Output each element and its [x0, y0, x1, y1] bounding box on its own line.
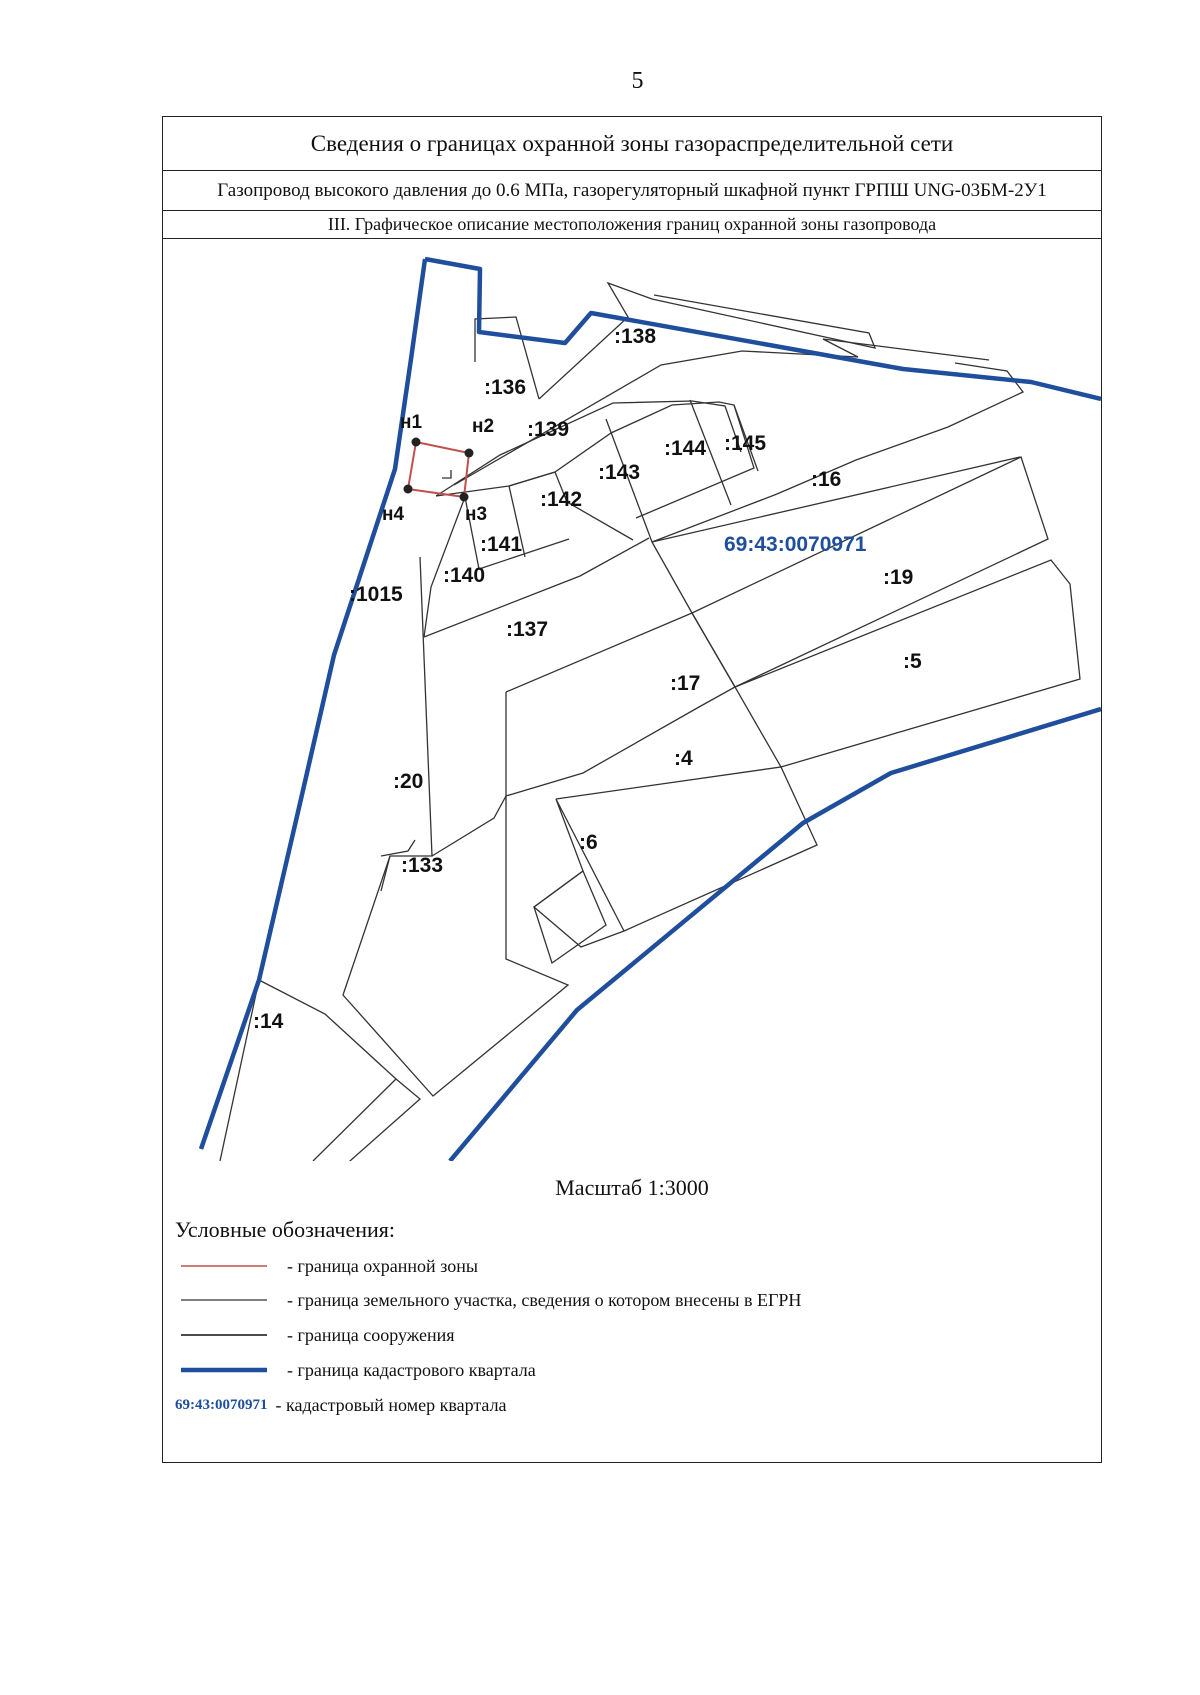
point-n1-label: н1 [400, 412, 423, 433]
legend-text-parcel: - граница земельного участка, сведения о котором внесены в ЕГРН [287, 1289, 802, 1310]
cadastral-map [163, 239, 1101, 1161]
point-n3-marker [460, 493, 469, 502]
parcel-label-142: :142 [540, 488, 583, 511]
parcel-label-6: :6 [579, 831, 598, 854]
quarter-boundary-north [425, 259, 1101, 399]
quarter-boundary-south [450, 709, 1101, 1161]
quarter-boundary-west [201, 259, 425, 1149]
parcel-label-143: :143 [598, 461, 641, 484]
parcel-label-140: :140 [443, 564, 486, 587]
quarter-number-label: 69:43:0070971 [724, 533, 867, 556]
parcel-label-16: :16 [811, 468, 842, 491]
legend-text-quarter: - граница кадастрового квартала [287, 1359, 536, 1380]
parcel-16-outline [652, 363, 1023, 542]
parcel-boundaries [220, 283, 1080, 1161]
document-frame [162, 116, 1102, 1463]
legend-swatch-zone [181, 1264, 267, 1268]
point-n2-marker [465, 449, 474, 458]
parcel-label-5: :5 [903, 650, 922, 673]
document-title: Сведения о границах охранной зоны газораспределительной сети [163, 117, 1101, 171]
page-number: 5 [631, 68, 644, 94]
legend-swatch-quarter [181, 1367, 267, 1373]
parcel-label-136: :136 [484, 376, 527, 399]
scale-label: Масштаб 1:3000 [555, 1175, 709, 1200]
parcel-label-141: :141 [480, 533, 523, 556]
legend-text-zone: - граница охранной зоны [287, 1255, 478, 1276]
parcel-west-strip [259, 980, 420, 1161]
parcel-inner-road [454, 339, 989, 485]
point-n1-marker [412, 438, 421, 447]
parcel-label-139: :139 [527, 418, 570, 441]
protective-zone-polygon [408, 442, 469, 497]
quarter-boundaries [201, 259, 1101, 1161]
parcel-label-138: :138 [614, 325, 657, 348]
grps-symbol [442, 470, 451, 478]
parcel-137-right [652, 542, 692, 613]
object-description: Газопровод высокого давления до 0.6 МПа, газорегуляторный шкафной пункт ГРПШ UNG-03БМ-2У1 [163, 171, 1101, 211]
parcel-label-19: :19 [883, 566, 914, 589]
parcel-label-144: :144 [664, 437, 707, 460]
parcel-133 [343, 796, 568, 1096]
legend-item-parcel-boundary [181, 1288, 801, 1312]
legend-text-quarter-number: - кадастровый номер квартала [275, 1394, 507, 1415]
point-n3-label: н3 [465, 504, 488, 525]
point-n4-label: н4 [382, 504, 405, 525]
parcel-label-14: :14 [253, 1010, 284, 1033]
legend-title: Условные обозначения: [175, 1217, 396, 1242]
parcel-label-1015: :1015 [349, 583, 403, 606]
legend-item-structure-boundary [181, 1323, 455, 1347]
parcel-label-4: :4 [674, 747, 693, 770]
parcel-138-boundary [539, 283, 875, 399]
parcel-1015-outline [381, 557, 432, 891]
point-n4-marker [404, 485, 413, 494]
legend-swatch-structure [181, 1333, 267, 1337]
section-heading: III. Графическое описание местоположения границ охранной зоны газопровода [163, 211, 1101, 239]
legend-item-quarter-number [175, 1393, 507, 1417]
parcel-label-133: :133 [401, 854, 444, 877]
parcel-label-137: :137 [506, 618, 549, 641]
legend-item-quarter-boundary [181, 1358, 536, 1382]
parcel-label-145: :145 [724, 432, 767, 455]
legend-swatch-parcel [181, 1298, 267, 1302]
parcel-label-20: :20 [393, 770, 424, 793]
parcel-4-bottom [534, 799, 624, 947]
point-n2-label: н2 [472, 416, 495, 437]
legend-item-zone-boundary [181, 1254, 478, 1278]
legend-quarter-code: 69:43:0070971 [175, 1396, 268, 1413]
parcel-14-right [313, 1079, 396, 1161]
legend-text-structure: - граница сооружения [287, 1324, 455, 1345]
parcel-label-17: :17 [670, 672, 701, 695]
